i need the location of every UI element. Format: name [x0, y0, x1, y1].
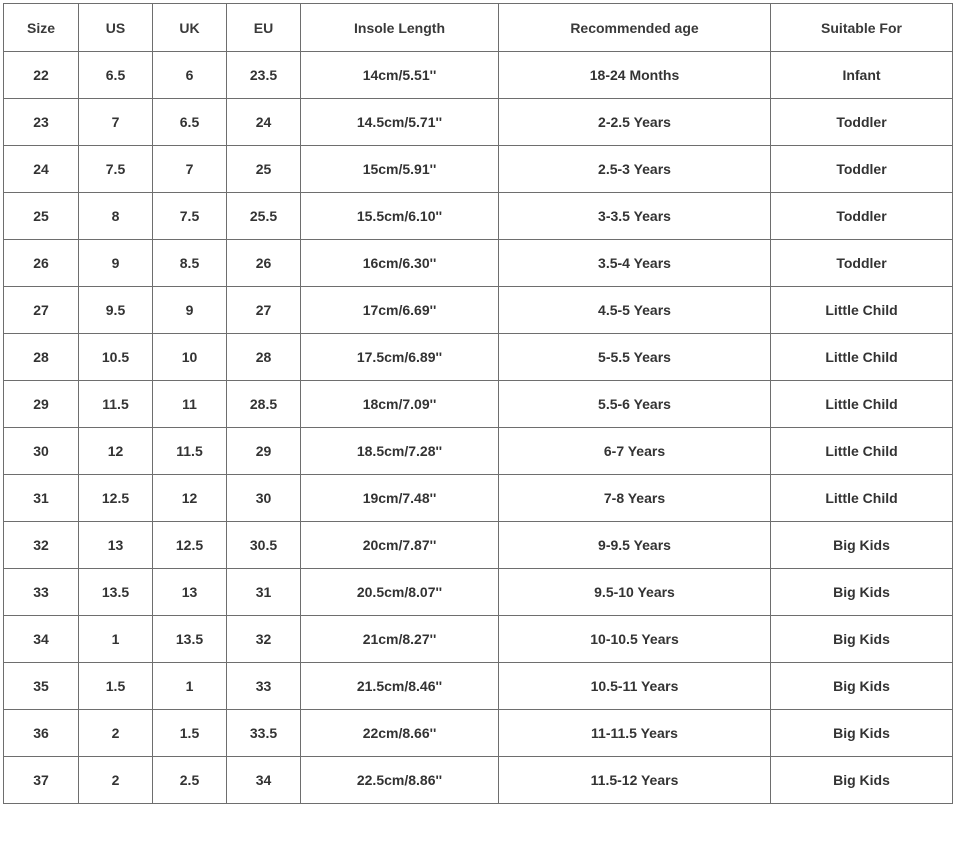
cell-suitable-for: Little Child — [771, 381, 953, 428]
table-row — [4, 334, 953, 381]
table-row — [4, 663, 953, 710]
cell-insole-length: 22.5cm/8.86'' — [301, 757, 499, 804]
cell-us: 13 — [79, 522, 153, 569]
cell-recommended-age: 11.5-12 Years — [499, 757, 771, 804]
cell-insole-length: 19cm/7.48'' — [301, 475, 499, 522]
cell-recommended-age: 9-9.5 Years — [499, 522, 771, 569]
header-recommended-age: Recommended age — [499, 4, 771, 52]
cell-insole-length: 21.5cm/8.46'' — [301, 663, 499, 710]
cell-insole-length: 21cm/8.27'' — [301, 616, 499, 663]
cell-uk: 7 — [153, 146, 227, 193]
cell-size: 31 — [4, 475, 79, 522]
table-row — [4, 522, 953, 569]
table-row — [4, 146, 953, 193]
cell-uk: 12.5 — [153, 522, 227, 569]
table-row — [4, 475, 953, 522]
cell-uk: 1 — [153, 663, 227, 710]
cell-eu: 29 — [227, 428, 301, 475]
cell-eu: 33 — [227, 663, 301, 710]
cell-eu: 26 — [227, 240, 301, 287]
cell-insole-length: 17cm/6.69'' — [301, 287, 499, 334]
cell-us: 6.5 — [79, 52, 153, 99]
table-row — [4, 381, 953, 428]
cell-size: 29 — [4, 381, 79, 428]
cell-recommended-age: 5-5.5 Years — [499, 334, 771, 381]
cell-recommended-age: 4.5-5 Years — [499, 287, 771, 334]
cell-recommended-age: 10.5-11 Years — [499, 663, 771, 710]
cell-suitable-for: Little Child — [771, 428, 953, 475]
cell-us: 1 — [79, 616, 153, 663]
cell-eu: 34 — [227, 757, 301, 804]
cell-us: 9 — [79, 240, 153, 287]
cell-size: 35 — [4, 663, 79, 710]
cell-uk: 6.5 — [153, 99, 227, 146]
cell-insole-length: 14cm/5.51'' — [301, 52, 499, 99]
cell-eu: 25 — [227, 146, 301, 193]
cell-suitable-for: Big Kids — [771, 663, 953, 710]
cell-us: 13.5 — [79, 569, 153, 616]
cell-recommended-age: 2-2.5 Years — [499, 99, 771, 146]
header-insole-length: Insole Length — [301, 4, 499, 52]
table-row — [4, 240, 953, 287]
cell-eu: 28.5 — [227, 381, 301, 428]
table-row — [4, 428, 953, 475]
cell-size: 23 — [4, 99, 79, 146]
cell-size: 25 — [4, 193, 79, 240]
cell-suitable-for: Big Kids — [771, 616, 953, 663]
cell-insole-length: 18cm/7.09'' — [301, 381, 499, 428]
table-row — [4, 287, 953, 334]
cell-eu: 30 — [227, 475, 301, 522]
cell-insole-length: 17.5cm/6.89'' — [301, 334, 499, 381]
cell-suitable-for: Little Child — [771, 334, 953, 381]
cell-us: 12.5 — [79, 475, 153, 522]
table-row — [4, 757, 953, 804]
cell-uk: 11.5 — [153, 428, 227, 475]
size-chart-table — [3, 3, 953, 804]
header-row — [4, 4, 953, 52]
cell-size: 28 — [4, 334, 79, 381]
table-row — [4, 569, 953, 616]
cell-eu: 33.5 — [227, 710, 301, 757]
cell-recommended-age: 2.5-3 Years — [499, 146, 771, 193]
cell-recommended-age: 9.5-10 Years — [499, 569, 771, 616]
cell-eu: 27 — [227, 287, 301, 334]
cell-uk: 7.5 — [153, 193, 227, 240]
cell-us: 1.5 — [79, 663, 153, 710]
cell-recommended-age: 6-7 Years — [499, 428, 771, 475]
header-size: Size — [4, 4, 79, 52]
table-row — [4, 616, 953, 663]
cell-eu: 28 — [227, 334, 301, 381]
cell-suitable-for: Big Kids — [771, 569, 953, 616]
cell-recommended-age: 11-11.5 Years — [499, 710, 771, 757]
cell-eu: 32 — [227, 616, 301, 663]
cell-size: 36 — [4, 710, 79, 757]
size-chart-wrapper — [3, 3, 953, 804]
cell-us: 10.5 — [79, 334, 153, 381]
cell-uk: 1.5 — [153, 710, 227, 757]
cell-uk: 13 — [153, 569, 227, 616]
cell-insole-length: 20cm/7.87'' — [301, 522, 499, 569]
cell-insole-length: 18.5cm/7.28'' — [301, 428, 499, 475]
header-suitable-for: Suitable For — [771, 4, 953, 52]
cell-size: 24 — [4, 146, 79, 193]
cell-recommended-age: 18-24 Months — [499, 52, 771, 99]
cell-recommended-age: 3-3.5 Years — [499, 193, 771, 240]
cell-us: 11.5 — [79, 381, 153, 428]
cell-uk: 8.5 — [153, 240, 227, 287]
cell-recommended-age: 3.5-4 Years — [499, 240, 771, 287]
cell-us: 2 — [79, 757, 153, 804]
cell-size: 30 — [4, 428, 79, 475]
cell-insole-length: 15cm/5.91'' — [301, 146, 499, 193]
cell-eu: 23.5 — [227, 52, 301, 99]
cell-suitable-for: Big Kids — [771, 757, 953, 804]
table-row — [4, 99, 953, 146]
cell-us: 7.5 — [79, 146, 153, 193]
cell-uk: 10 — [153, 334, 227, 381]
cell-size: 32 — [4, 522, 79, 569]
cell-suitable-for: Infant — [771, 52, 953, 99]
cell-insole-length: 14.5cm/5.71'' — [301, 99, 499, 146]
cell-suitable-for: Toddler — [771, 146, 953, 193]
cell-insole-length: 20.5cm/8.07'' — [301, 569, 499, 616]
cell-recommended-age: 7-8 Years — [499, 475, 771, 522]
cell-us: 2 — [79, 710, 153, 757]
table-row — [4, 193, 953, 240]
cell-suitable-for: Toddler — [771, 99, 953, 146]
table-body — [4, 52, 953, 804]
header-eu: EU — [227, 4, 301, 52]
cell-size: 27 — [4, 287, 79, 334]
cell-eu: 24 — [227, 99, 301, 146]
cell-us: 7 — [79, 99, 153, 146]
cell-suitable-for: Toddler — [771, 193, 953, 240]
cell-suitable-for: Little Child — [771, 287, 953, 334]
cell-insole-length: 16cm/6.30'' — [301, 240, 499, 287]
cell-insole-length: 22cm/8.66'' — [301, 710, 499, 757]
cell-eu: 25.5 — [227, 193, 301, 240]
cell-recommended-age: 10-10.5 Years — [499, 616, 771, 663]
cell-eu: 30.5 — [227, 522, 301, 569]
cell-suitable-for: Big Kids — [771, 522, 953, 569]
header-us: US — [79, 4, 153, 52]
cell-uk: 2.5 — [153, 757, 227, 804]
cell-us: 8 — [79, 193, 153, 240]
cell-size: 33 — [4, 569, 79, 616]
cell-size: 34 — [4, 616, 79, 663]
cell-size: 26 — [4, 240, 79, 287]
table-header — [4, 4, 953, 52]
cell-suitable-for: Toddler — [771, 240, 953, 287]
cell-recommended-age: 5.5-6 Years — [499, 381, 771, 428]
cell-us: 12 — [79, 428, 153, 475]
cell-eu: 31 — [227, 569, 301, 616]
cell-suitable-for: Little Child — [771, 475, 953, 522]
cell-us: 9.5 — [79, 287, 153, 334]
cell-size: 37 — [4, 757, 79, 804]
cell-uk: 12 — [153, 475, 227, 522]
cell-uk: 11 — [153, 381, 227, 428]
cell-uk: 9 — [153, 287, 227, 334]
cell-uk: 6 — [153, 52, 227, 99]
cell-size: 22 — [4, 52, 79, 99]
table-row — [4, 52, 953, 99]
header-uk: UK — [153, 4, 227, 52]
table-row — [4, 710, 953, 757]
cell-insole-length: 15.5cm/6.10'' — [301, 193, 499, 240]
cell-uk: 13.5 — [153, 616, 227, 663]
cell-suitable-for: Big Kids — [771, 710, 953, 757]
